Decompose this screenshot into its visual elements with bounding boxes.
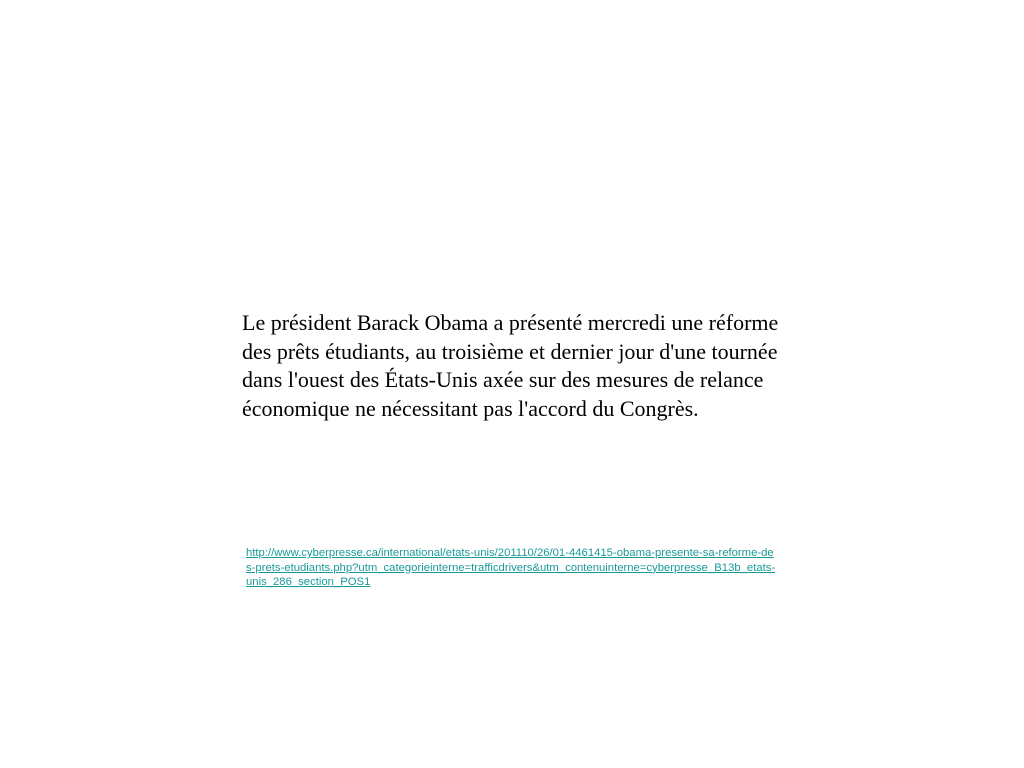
slide-body-text: Le président Barack Obama a présenté mercredi une réforme des prêts étudiants, au troisième et dernier jour d'une tournée dans l'ouest des États-Unis axée sur des mesures de relance économique ne nécessitant pas l'accord du Congrès.	[242, 310, 779, 421]
source-link[interactable]: http://www.cyberpresse.ca/international/etats-unis/201110/26/01-4461415-obama-presente-sa-reforme-des-prets-etudiants.php?utm_categorieinterne=trafficdrivers&utm_contenuinterne=cyberpresse_B13b_etats-unis_286_section_POS1	[246, 547, 776, 589]
